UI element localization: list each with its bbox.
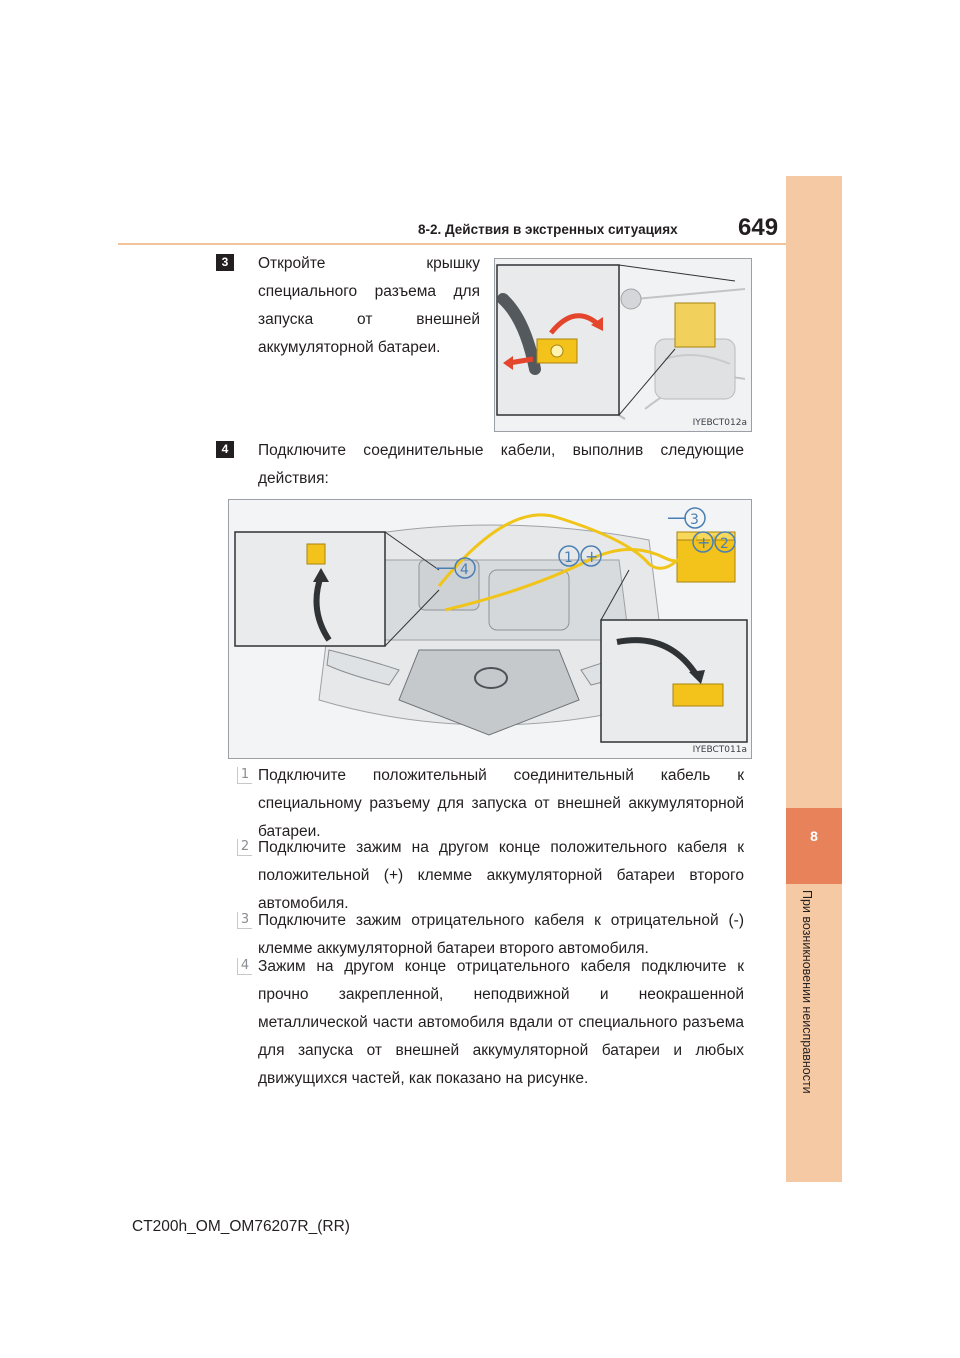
item-1-text: Подключите положительный соединительный кабель к специальному разъему для запуска от внешней аккумуляторной батареи. [258,767,744,840]
figure-jump-start-drawing [229,500,751,758]
callout-plus-1: + [585,547,599,566]
document-code: CT200h_OM_OM76207R_(RR) [132,1218,350,1235]
chapter-title-container [800,890,828,1180]
callout-plus-2: + [697,533,711,552]
chapter-number: 8 [810,828,818,844]
figure-battery-cover [494,258,752,432]
figure-code: IYEBCT012a [692,418,747,428]
figure-code: IYEBCT011a [692,745,747,755]
header-rule [118,243,786,245]
page-number: 649 [738,214,779,241]
step-marker-4: 4 [216,441,234,458]
callout-minus-4: — [435,555,455,579]
step-3-text: Откройте крышку специального разъема для запуска от внешней аккумуляторной батареи. [258,255,480,356]
step-marker-3: 3 [216,254,234,271]
item-3-text: Подключите зажим отрицательного кабеля к отрицательной (-) клемме аккумуляторной батареи второго автомобиля. [258,912,744,957]
item-2-text: Подключите зажим на другом конце положительного кабеля к положительной (+) клемме аккумуляторной батареи второго автомобиля. [258,839,744,912]
item-number-3: 3 [237,912,252,929]
callout-num-4: 4 [460,562,469,578]
chapter-title: При возникновении неисправности [800,890,814,1094]
callout-minus-3: — [667,505,687,529]
item-number-2: 2 [237,839,252,856]
callout-num-2: 2 [720,536,729,552]
item-number-1: 1 [237,767,252,784]
step-4-text: Подключите соединительные кабели, выполнив следующие действия: [258,442,744,487]
figure-jump-start-connection [228,499,752,759]
callout-num-3: 3 [690,512,699,528]
item-4-text: Зажим на другом конце отрицательного кабеля подключите к прочно закрепленной, неподвижной и неокрашенной металлической части автомобиля вдали от специального разъема для запуска от внешней аккумуляторной батареи и любых движущихся частей, как показано на рисунке. [258,958,744,1087]
section-title: 8-2. Действия в экстренных ситуациях [418,222,678,237]
item-number-4: 4 [237,958,252,975]
figure-battery-cover-drawing [495,259,751,431]
callout-num-1: 1 [564,550,573,566]
chapter-number-box [786,808,842,884]
